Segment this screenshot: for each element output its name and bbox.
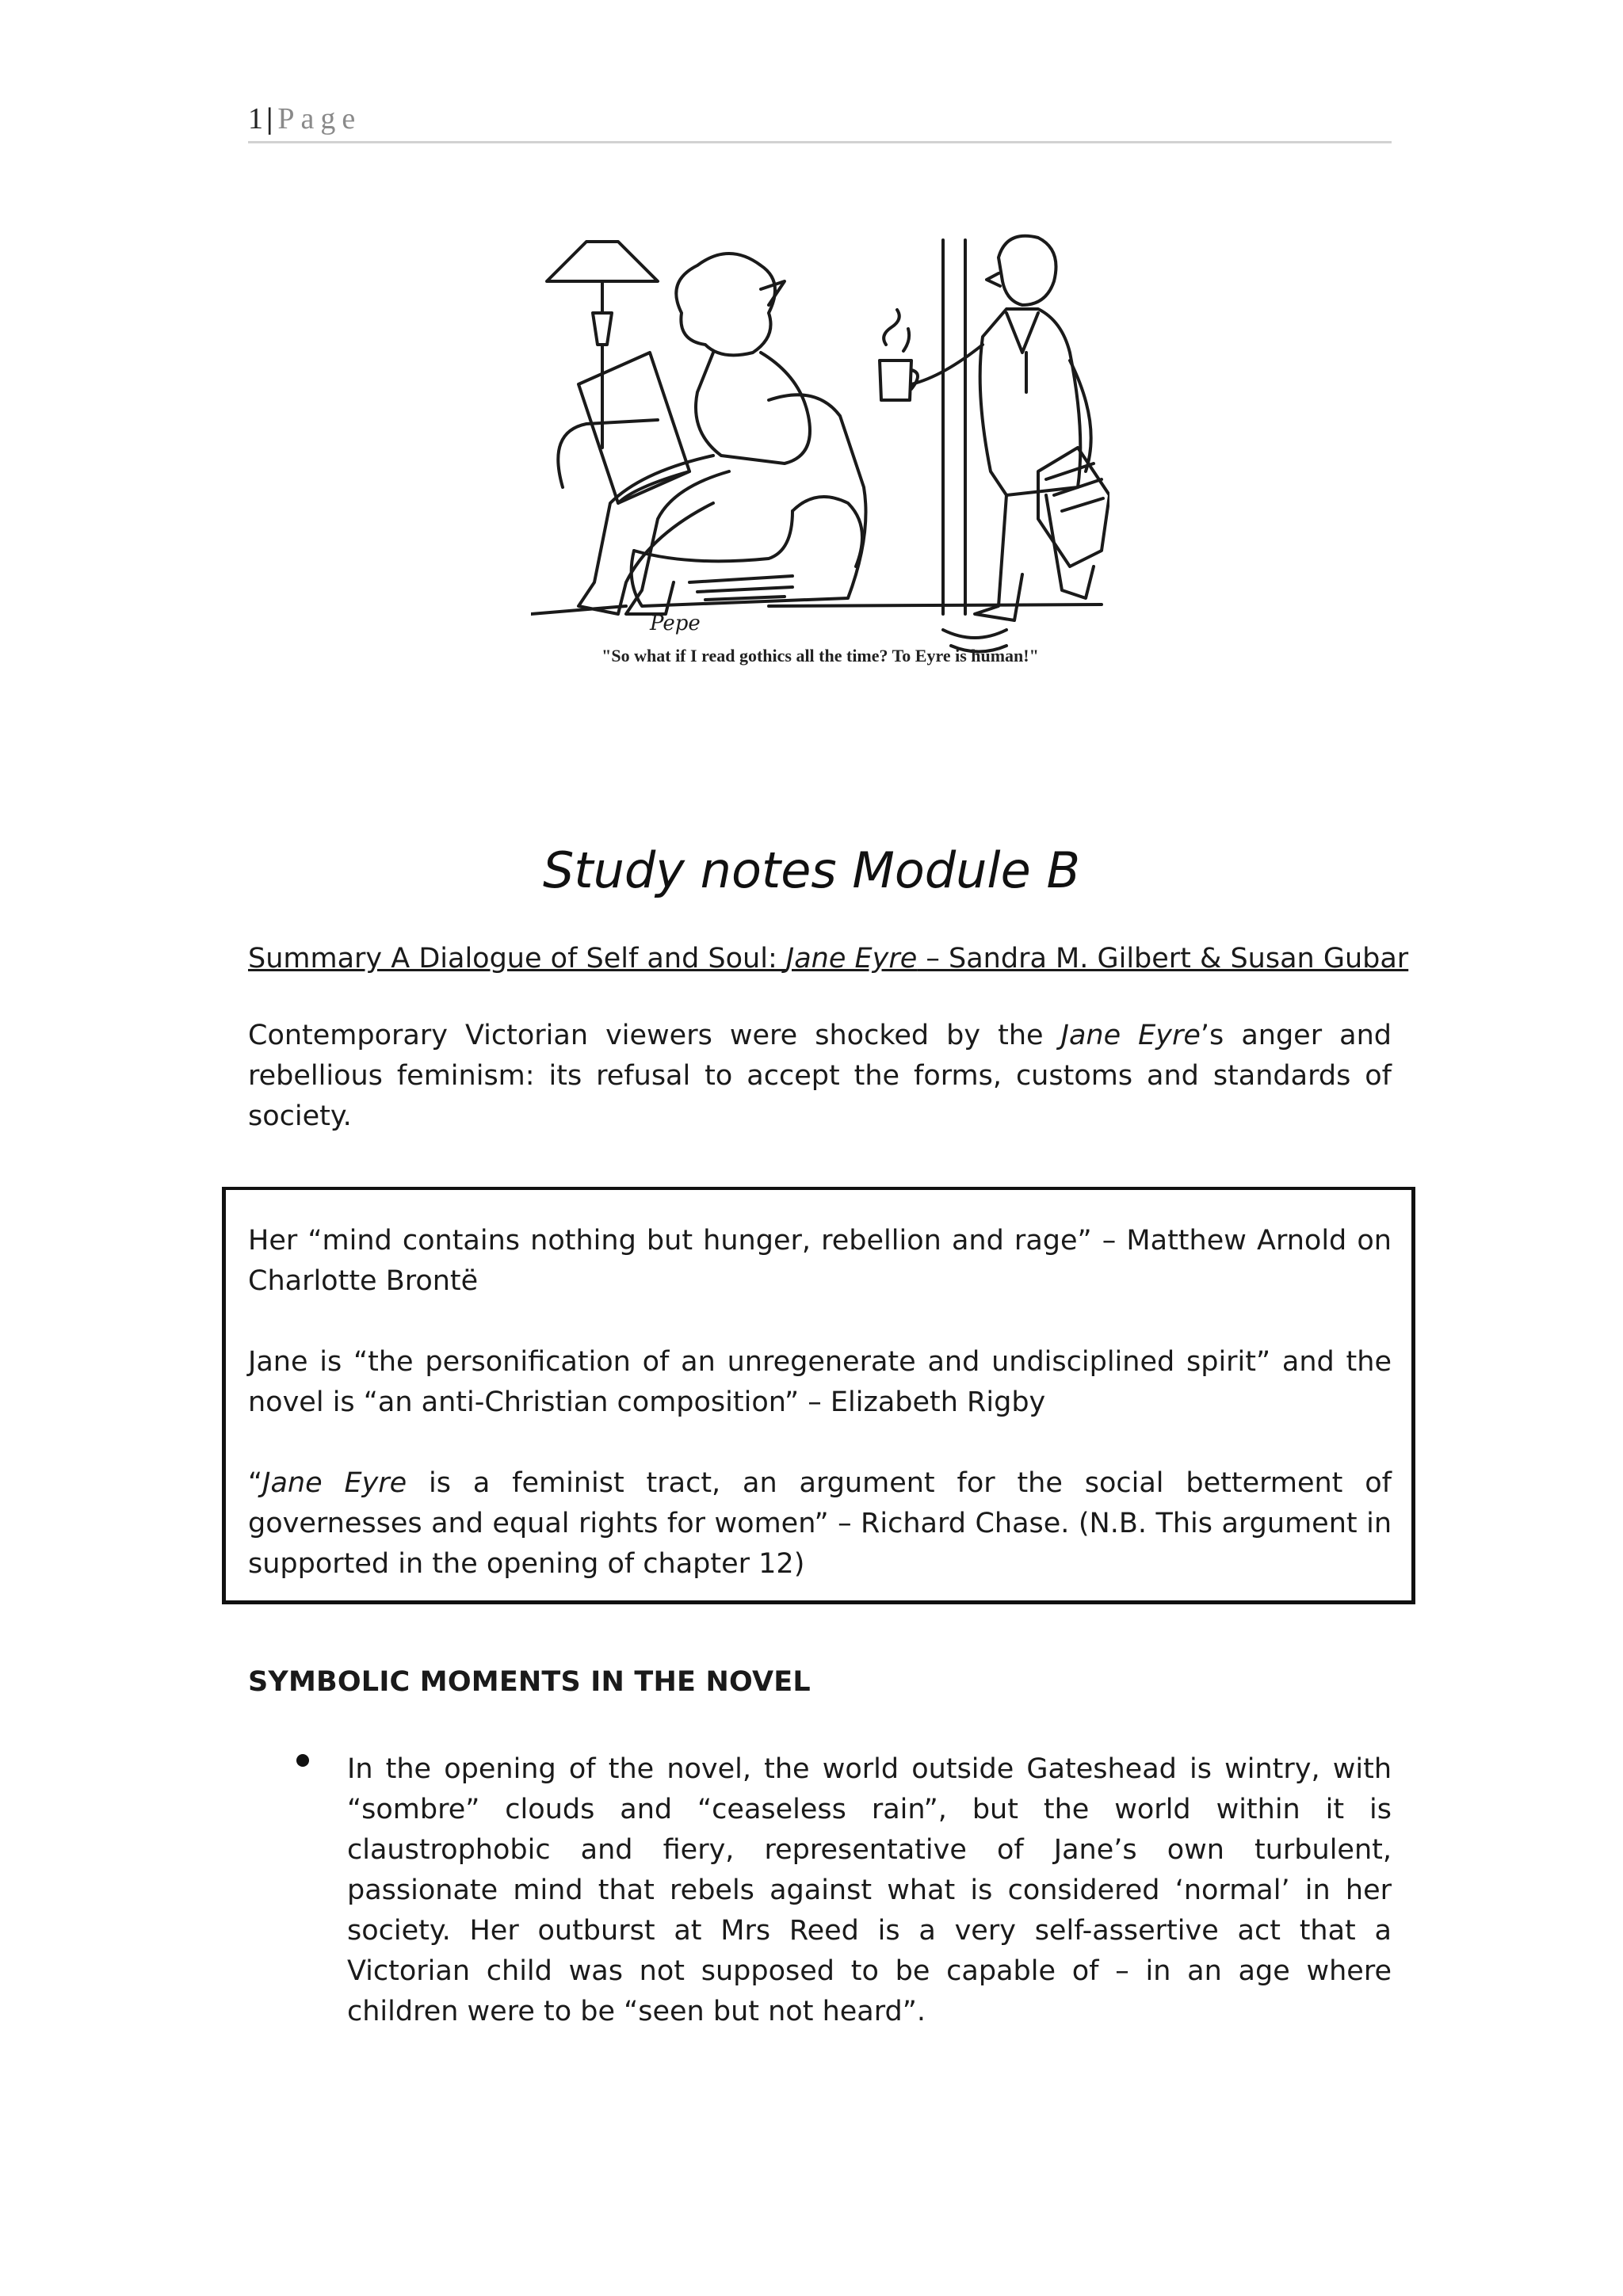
quote-elizabeth-rigby: Jane is “the personification of an unregenerate and undisciplined spirit” and the novel is “an anti-Christian composition” – Elizabeth Rigby xyxy=(248,1346,1392,1418)
quote-open-mark: “ xyxy=(248,1467,263,1499)
list-item: In the opening of the novel, the world outside Gateshead is wintry, with “sombre” clouds and “ceaseless rain”, but the world within it is claustrophobic and fiery, representative of Jane’s own turbulent, passionate mind that rebels against what is considered ‘normal’ in her society. Her outburst at Mrs Reed is a very self-assertive act that a Victorian child was not supposed to be capable of – in an age where children were to be “seen but not heard”. xyxy=(347,1753,1392,2027)
page-separator: | xyxy=(266,102,273,135)
intro-text-before: Contemporary Victorian viewers were shocked by the xyxy=(248,1020,1061,1051)
cartoonist-signature: Pepe xyxy=(650,612,701,635)
intro-paragraph xyxy=(248,1016,1392,1137)
intro-work-title: Jane Eyre xyxy=(1060,1020,1201,1051)
quote-matthew-arnold: Her “mind contains nothing but hunger, rebellion and rage” – Matthew Arnold on Charlotte Brontë xyxy=(248,1225,1392,1297)
quote-richard-chase xyxy=(248,1463,1392,1585)
subtitle-work-title: Jane Eyre xyxy=(785,943,918,974)
cartoon-illustration xyxy=(531,234,1109,804)
bullet-icon xyxy=(296,1754,309,1767)
document-subtitle xyxy=(248,943,1409,974)
intro-text-after: ’s anger and rebellious feminism: its refusal to accept the forms, customs and standards of society. xyxy=(248,1020,1392,1132)
subtitle-suffix: – Sandra M. Gilbert & Susan Gubar xyxy=(917,943,1409,974)
quote-rest: is a feminist tract, an argument for the social betterment of governesses and equal rights for women” – Richard Chase. (N.B. This argument in supported in the opening of chapter 12) xyxy=(248,1467,1392,1580)
quote-work-title: Jane Eyre xyxy=(262,1467,407,1499)
cartoon-caption: "So what if I read gothics all the time? To Eyre is human!" xyxy=(601,646,1039,666)
subtitle-prefix: Summary A Dialogue of Self and Soul: xyxy=(248,943,786,974)
page-label: Page xyxy=(277,102,362,135)
document-title: Study notes Module B xyxy=(542,841,1081,899)
page-number: 1 xyxy=(248,102,265,135)
section-heading: SYMBOLIC MOMENTS IN THE NOVEL xyxy=(248,1666,811,1698)
page-header xyxy=(248,101,1392,143)
